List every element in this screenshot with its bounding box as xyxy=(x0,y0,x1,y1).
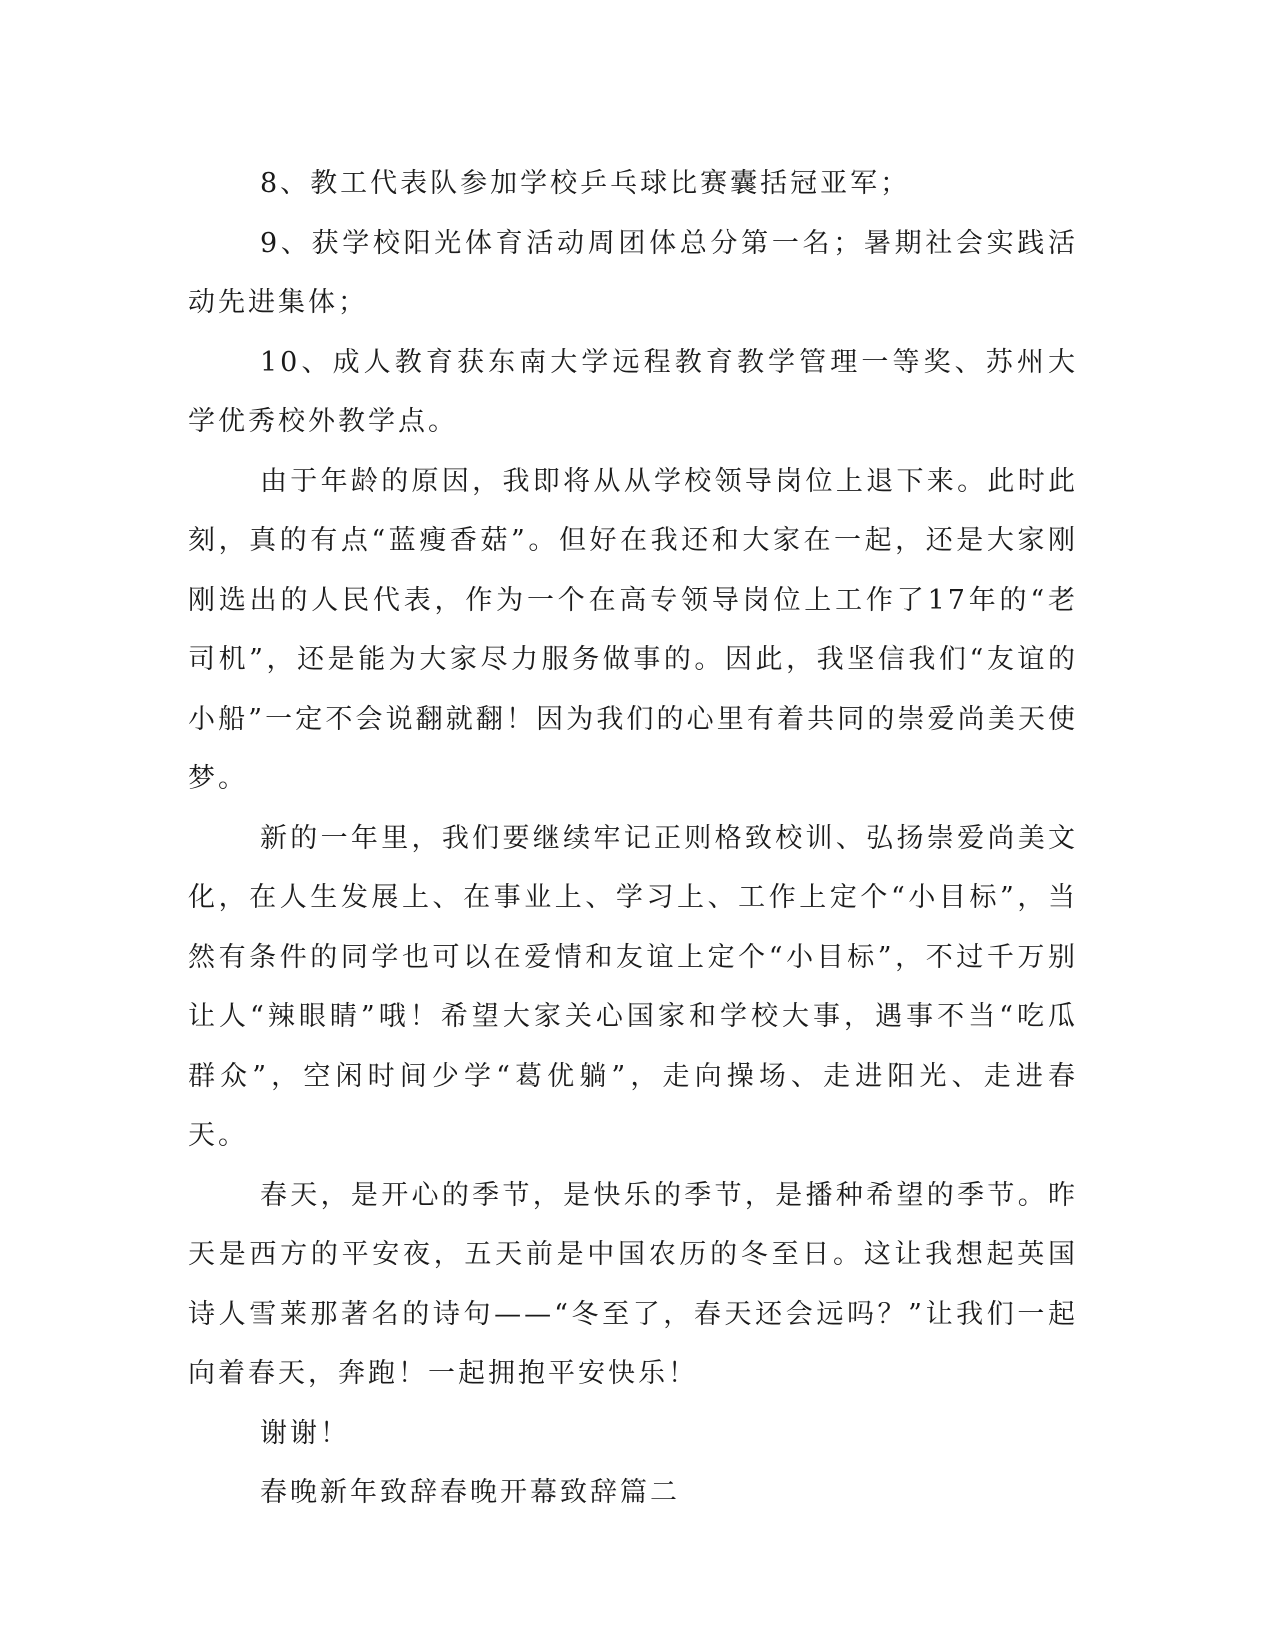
section-title: 春晚新年致辞春晚开幕致辞篇二 xyxy=(260,1477,680,1508)
document-body xyxy=(188,154,1078,1523)
new-year-goals-paragraph: 新的一年里，我们要继续牢记正则格致校训、弘扬崇爱尚美文化，在人生发展上、在事业上、学习上、工作上定个“小目标”，当然有条件的同学也可以在爱情和友谊上定个“小目标”，不过千万别让人“辣眼睛”哦！希望大家关心国家和学校大事，遇事不当“吃瓜群众”，空闲时间少学“葛优躺”，走向操场、走进阳光、走进春天。 xyxy=(188,822,1078,1151)
award-item-8: 8、教工代表队参加学校乒乓球比赛囊括冠亚军； xyxy=(260,168,911,199)
award-item-9: 9、获学校阳光体育活动周团体总分第一名；暑期社会实践活动先进集体； xyxy=(188,227,1078,318)
retirement-paragraph: 由于年龄的原因，我即将从从学校领导岗位上退下来。此时此刻，真的有点“蓝瘦香菇”。但好在我还和大家在一起，还是大家刚刚选出的人民代表，作为一个在高专领导岗位上工作了17年的“老司机”，还是能为大家尽力服务做事的。因此，我坚信我们“友谊的小船”一定不会说翻就翻！因为我们的心里有着共同的崇爱尚美天使梦。 xyxy=(188,465,1078,794)
thanks-line: 谢谢！ xyxy=(260,1417,350,1449)
spring-paragraph: 春天，是开心的季节，是快乐的季节，是播种希望的季节。昨天是西方的平安夜，五天前是中国农历的冬至日。这让我想起英国诗人雪莱那著名的诗句——“冬至了，春天还会远吗？”让我们一起向着春天，奔跑！一起拥抱平安快乐！ xyxy=(188,1179,1078,1389)
award-item-10: 10、成人教育获东南大学远程教育教学管理一等奖、苏州大学优秀校外教学点。 xyxy=(188,346,1078,437)
